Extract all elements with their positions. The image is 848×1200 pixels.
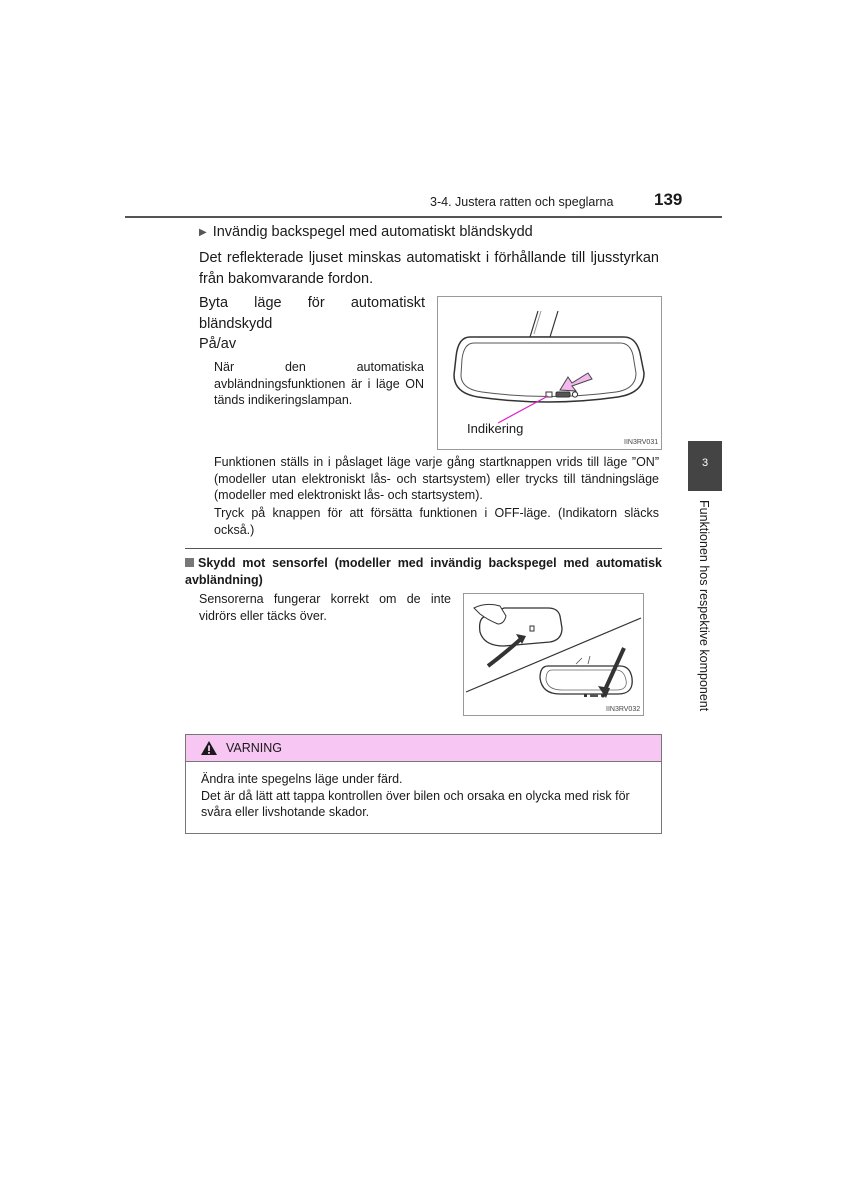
chapter-number: 3 bbox=[701, 457, 709, 469]
running-header-title: 3-4. Justera ratten och speglarna bbox=[430, 195, 614, 209]
warning-line-2: Det är då lätt att tappa kontrollen över bilen och orsaka en olycka med risk för svåra eller livshotande skador. bbox=[201, 788, 630, 819]
off-note: Tryck på knappen för att försätta funktionen i OFF-läge. (Indikatorn släcks också.) bbox=[214, 506, 659, 537]
sensor-body-text: Sensorerna fungerar korrekt om de inte vidrörs eller täcks över. bbox=[199, 592, 451, 623]
sensor-illustration bbox=[464, 594, 643, 715]
square-bullet-icon bbox=[185, 558, 194, 567]
power-note: Funktionen ställs in i påslaget läge varje gång startknappen vrids till läge ”ON” (modeller utan elektroniskt lås- och startsystem) eller trycks till tändningsläge (modeller med elektroniskt lås- och startsystem). bbox=[214, 455, 659, 502]
switch-mode-label: Byta läge för automatiskt bländskydd bbox=[199, 295, 425, 332]
warning-title: VARNING bbox=[226, 741, 283, 755]
warning-text bbox=[201, 771, 651, 821]
chapter-tab bbox=[688, 441, 722, 491]
sensor-figure bbox=[463, 593, 644, 716]
mirror-figure bbox=[437, 296, 662, 450]
indicator-callout: Indikering bbox=[467, 421, 524, 436]
triangle-bullet-icon: ▶ bbox=[199, 227, 207, 238]
page-number: 139 bbox=[654, 190, 683, 209]
subheading-text: Invändig backspegel med automatiskt bländskydd bbox=[212, 224, 533, 240]
section-divider bbox=[185, 548, 662, 549]
sensor-section-heading bbox=[185, 555, 662, 588]
sensor-heading-text: Skydd mot sensorfel (modeller med invändig backspegel med automatisk avbländning) bbox=[185, 556, 662, 587]
figure-code-1: IIN3RV031 bbox=[624, 439, 659, 446]
warning-header bbox=[186, 735, 661, 762]
indicator-note: När den automatiska avbländningsfunktionen är i läge ON tänds indikeringslampan. bbox=[214, 360, 424, 407]
header-divider bbox=[125, 216, 722, 218]
warning-box bbox=[185, 734, 662, 834]
intro-paragraph: Det reflekterade ljuset minskas automatiskt i förhållande till ljusstyrkan från bakomvarande fordon. bbox=[199, 250, 659, 287]
warning-line-1: Ändra inte spegelns läge under färd. bbox=[201, 772, 403, 786]
on-off-label: På/av bbox=[199, 336, 237, 352]
figure-code-2: IIN3RV032 bbox=[606, 706, 641, 713]
chapter-label: Funktionen hos respektive komponent bbox=[697, 500, 711, 712]
subheading-auto-antiglare bbox=[199, 224, 533, 240]
warning-triangle-icon bbox=[200, 740, 218, 756]
